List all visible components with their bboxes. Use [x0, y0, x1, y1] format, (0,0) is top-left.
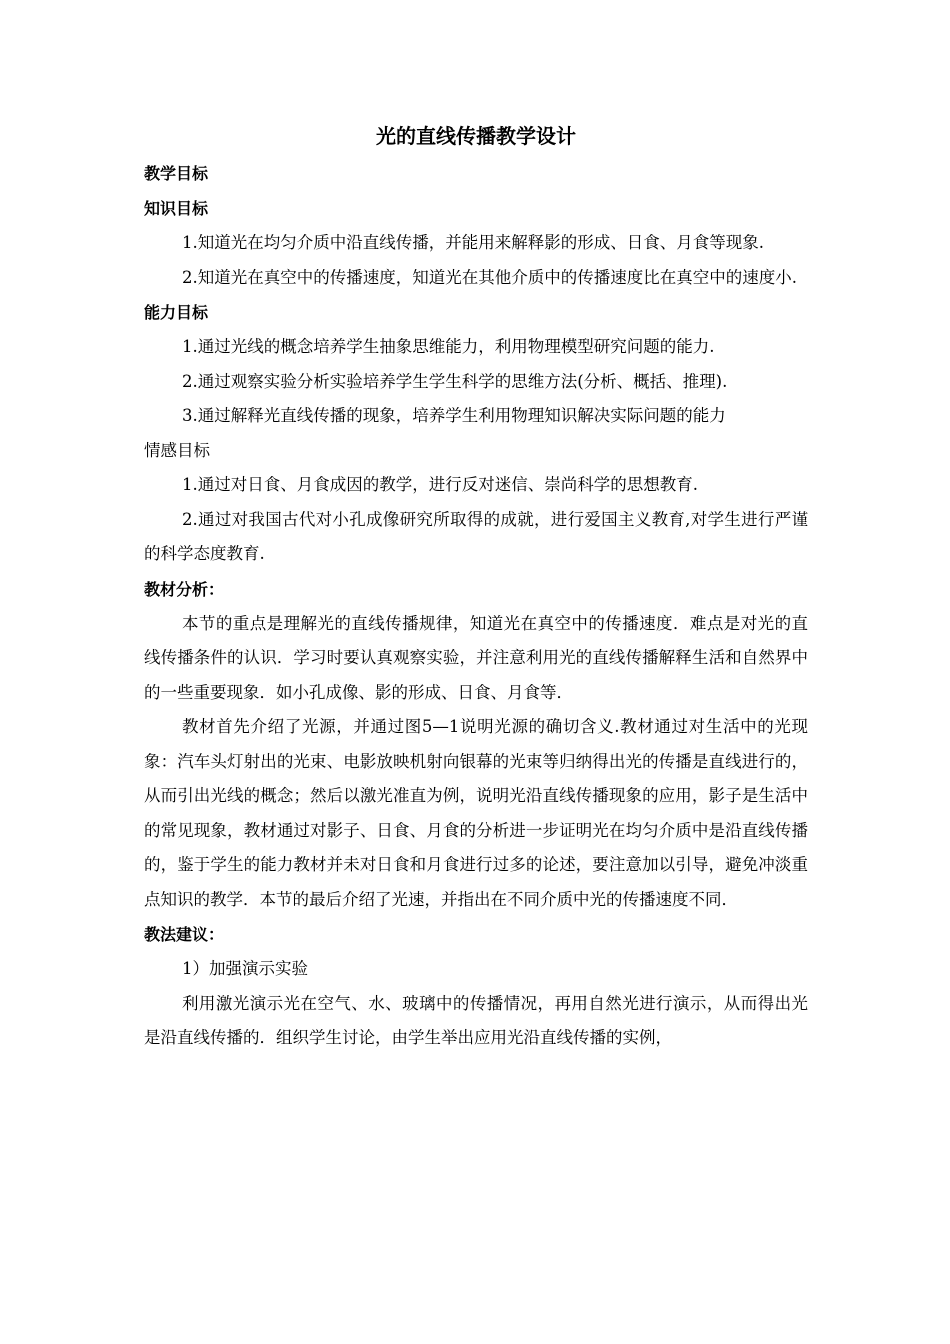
method-paragraph: 利用激光演示光在空气、水、玻璃中的传播情况，再用自然光进行演示，从而得出光是沿直线传播的．组织学生讨论，由学生举出应用光沿直线传播的实例，: [144, 993, 808, 1047]
analysis-paragraph-2: 教材首先介绍了光源，并通过图5—1说明光源的确切含义.教材通过对生活中的光现象：汽车头灯射出的光束、电影放映机射向银幕的光束等归纳得出光的传播是直线进行的，从而引出光线的概念；然后以激光准直为例，说明光沿直线传播现象的应用，影子是生活中的常见现象，教材通过对影子、日食、月食的分析进一步证明光在均匀介质中是沿直线传播的，鉴于学生的能力教材并未对日食和月食进行过多的论述，要注意加以引导，避免冲淡重点知识的教学．本节的最后介绍了光速，并指出在不同介质中光的传播速度不同．: [144, 717, 808, 909]
ability-item-1: 1.通过光线的概念培养学生抽象思维能力，利用物理模型研究问题的能力.: [182, 337, 715, 356]
emotion-item-2: 2.通过对我国古代对小孔成像研究所取得的成就，进行爱国主义教育,对学生进行严谨的科学态度教育.: [144, 509, 808, 563]
document-page: [144, 118, 808, 1056]
emotion-item-1: 1.通过对日食、月食成因的教学，进行反对迷信、崇尚科学的思想教育.: [182, 475, 698, 494]
knowledge-item-1: 1.知道光在均匀介质中沿直线传播，并能用来解释影的形成、日食、月食等现象.: [182, 233, 764, 252]
knowledge-heading: 知识目标: [144, 199, 209, 218]
analysis-heading: 教材分析：: [144, 579, 225, 599]
method-heading: 教法建议：: [144, 925, 225, 944]
goals-heading: 教学目标: [144, 164, 209, 183]
ability-item-3: 3.通过解释光直线传播的现象，培养学生利用物理知识解决实际问题的能力: [182, 406, 726, 425]
ability-heading: 能力目标: [144, 303, 209, 322]
analysis-paragraph-1: 本节的重点是理解光的直线传播规律，知道光在真空中的传播速度．难点是对光的直线传播条件的认识．学习时要认真观察实验，并注意利用光的直线传播解释生活和自然界中的一些重要现象．如小孔成像、影的形成、日食、月食等．: [144, 613, 808, 702]
emotion-heading: 情感目标: [144, 440, 210, 460]
method-item: 1）加强演示实验: [182, 959, 308, 978]
document-title: 光的直线传播教学设计: [376, 124, 576, 148]
ability-item-2: 2.通过观察实验分析实验培养学生学生科学的思维方法(分析、概括、推理).: [182, 371, 728, 391]
knowledge-item-2: 2.知道光在真空中的传播速度，知道光在其他介质中的传播速度比在真空中的速度小.: [182, 267, 797, 287]
